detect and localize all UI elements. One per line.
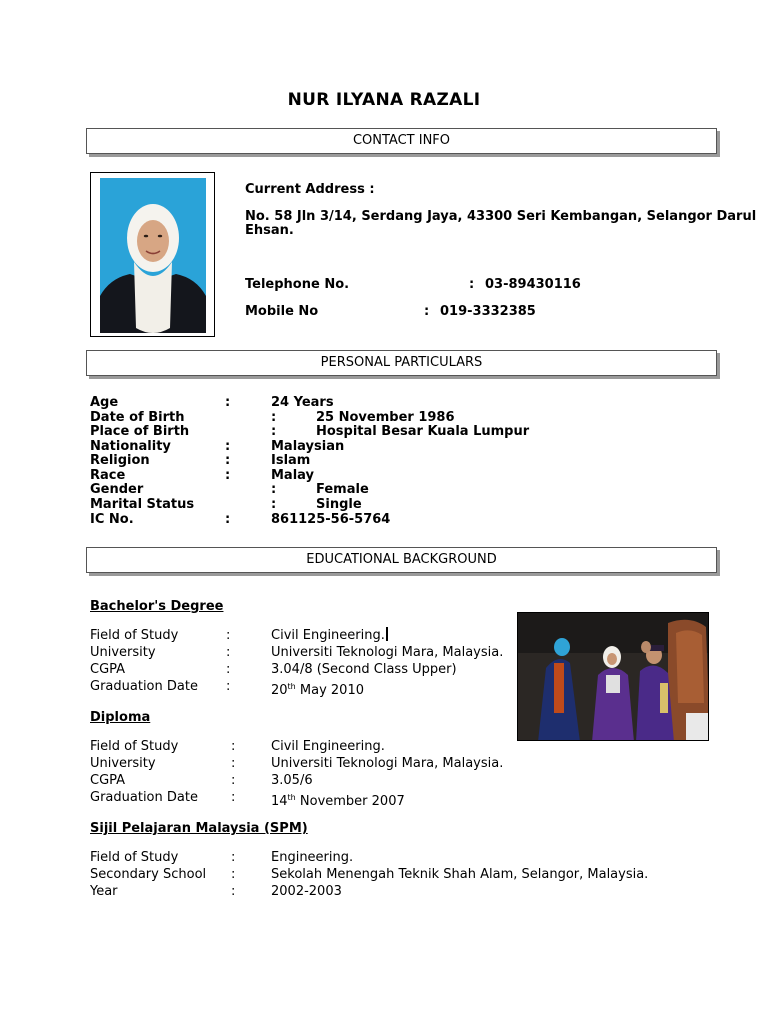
- edu-label: Field of Study: [90, 628, 179, 643]
- mobile-label: Mobile No: [245, 304, 319, 319]
- edu-colon: :: [231, 850, 236, 865]
- mobile-value: 019-3332385: [440, 304, 536, 319]
- edu-label: CGPA: [90, 773, 126, 788]
- telephone-label: Telephone No.: [245, 277, 350, 292]
- personal-colon: :: [271, 424, 277, 439]
- personal-value: Single: [316, 497, 362, 512]
- telephone-value: 03-89430116: [485, 277, 581, 292]
- personal-colon: :: [271, 482, 277, 497]
- mobile-colon: :: [424, 304, 430, 319]
- text-cursor-icon: [386, 627, 388, 641]
- section-header-education: EDUCATIONAL BACKGROUND: [86, 547, 717, 573]
- edu-label: Graduation Date: [90, 790, 198, 805]
- edu-label: Year: [90, 884, 118, 899]
- personal-colon: :: [225, 468, 231, 483]
- edu-label: University: [90, 756, 156, 771]
- edu-value: Civil Engineering.: [271, 627, 388, 644]
- personal-value: Malay: [271, 468, 315, 483]
- personal-label: Marital Status: [90, 497, 195, 512]
- personal-label: Gender: [90, 482, 144, 497]
- edu-value: 3.05/6: [271, 773, 313, 788]
- personal-label: Date of Birth: [90, 410, 185, 425]
- section-header-personal: PERSONAL PARTICULARS: [86, 350, 717, 376]
- edu-label: Graduation Date: [90, 679, 198, 694]
- edu-value: Universiti Teknologi Mara, Malaysia.: [271, 645, 504, 660]
- edu-colon: :: [226, 662, 231, 677]
- profile-photo-frame: [90, 172, 215, 337]
- personal-value: Hospital Besar Kuala Lumpur: [316, 424, 530, 439]
- edu-colon: :: [231, 773, 236, 788]
- edu-value: 3.04/8 (Second Class Upper): [271, 662, 457, 677]
- edu-label: CGPA: [90, 662, 126, 677]
- edu-colon: :: [231, 739, 236, 754]
- personal-label: IC No.: [90, 512, 134, 527]
- personal-colon: :: [271, 497, 277, 512]
- address-line-1: No. 58 Jln 3/14, Serdang Jaya, 43300 Seri Kembangan, Selangor Darul: [245, 209, 757, 224]
- edu-label: University: [90, 645, 156, 660]
- edu-colon: :: [231, 790, 236, 805]
- resume-name: NUR ILYANA RAZALI: [287, 90, 481, 110]
- edu-value: Sekolah Menengah Teknik Shah Alam, Selangor, Malaysia.: [271, 867, 649, 882]
- edu-colon: :: [231, 884, 236, 899]
- section-header-contact: CONTACT INFO: [86, 128, 717, 154]
- personal-label: Nationality: [90, 439, 171, 454]
- edu-value: 2002-2003: [271, 884, 342, 899]
- edu-colon: :: [226, 628, 231, 643]
- edu-value: Universiti Teknologi Mara, Malaysia.: [271, 756, 504, 771]
- personal-label: Age: [90, 395, 119, 410]
- profile-photo: [100, 178, 206, 333]
- personal-value: 24 Years: [271, 395, 334, 410]
- personal-colon: :: [225, 439, 231, 454]
- personal-label: Religion: [90, 453, 150, 468]
- personal-value: 861125-56-5764: [271, 512, 391, 527]
- personal-value: 25 November 1986: [316, 410, 455, 425]
- personal-value: Islam: [271, 453, 311, 468]
- edu-label: Field of Study: [90, 739, 179, 754]
- personal-colon: :: [225, 453, 231, 468]
- edu-colon: :: [226, 645, 231, 660]
- edu-value: 14th November 2007: [271, 793, 405, 809]
- edu-colon: :: [226, 679, 231, 694]
- telephone-colon: :: [469, 277, 475, 292]
- personal-value: Malaysian: [271, 439, 345, 454]
- edu-value: Engineering.: [271, 850, 354, 865]
- edu-label: Field of Study: [90, 850, 179, 865]
- edu-value: Civil Engineering.: [271, 739, 385, 754]
- personal-colon: :: [271, 410, 277, 425]
- edu-colon: :: [231, 756, 236, 771]
- personal-colon: :: [225, 395, 231, 410]
- edu-value: 20th May 2010: [271, 682, 364, 698]
- personal-label: Place of Birth: [90, 424, 190, 439]
- personal-label: Race: [90, 468, 126, 483]
- address-label: Current Address :: [245, 182, 375, 197]
- edu-label: Secondary School: [90, 867, 207, 882]
- personal-colon: :: [225, 512, 231, 527]
- edu-heading-spm: Sijil Pelajaran Malaysia (SPM): [90, 821, 308, 836]
- address-line-2: Ehsan.: [245, 223, 294, 238]
- graduation-photo: [517, 612, 709, 741]
- edu-heading-bachelor: Bachelor's Degree: [90, 599, 224, 614]
- edu-colon: :: [231, 867, 236, 882]
- personal-value: Female: [316, 482, 369, 497]
- edu-heading-diploma: Diploma: [90, 710, 151, 725]
